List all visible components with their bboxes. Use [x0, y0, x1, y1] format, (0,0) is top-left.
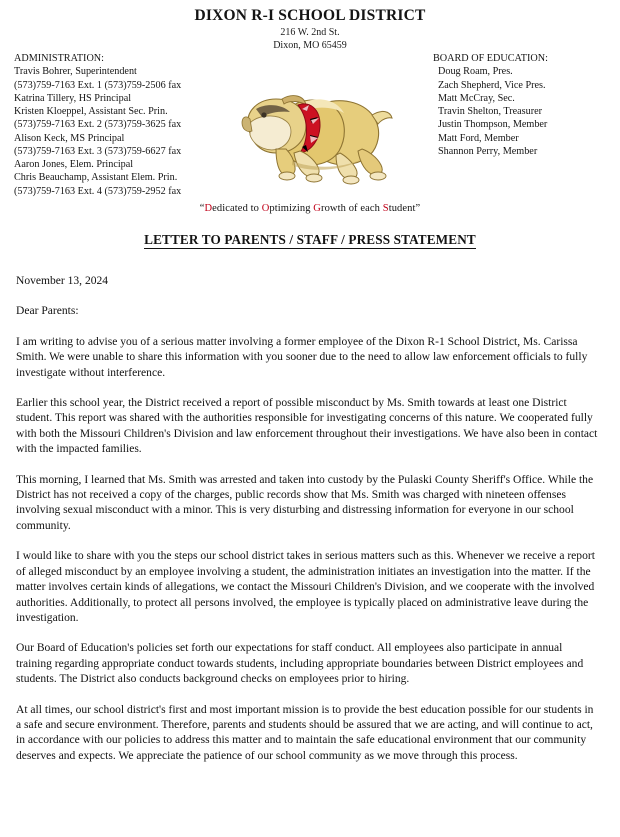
letter-paragraph: Earlier this school year, the District received a report of possible misconduct by Ms. Smith towards at least one District student. This report was shared with the authorities responsible for investigating concerns of this nature. We cooperated fully with both the Missouri Children's Division and law enforcement throughout their investigations. We have also been in contact with the impacted families.	[16, 397, 598, 456]
administration-line: (573)759-7163 Ext. 1 (573)759-2506 fax	[14, 79, 182, 91]
tagline-segment: ptimizing	[269, 203, 314, 214]
board-member-line: Matt McCray, Sec.	[438, 92, 515, 104]
document-heading	[0, 232, 620, 248]
board-member-line: Shannon Perry, Member	[438, 145, 538, 157]
tagline-segment: rowth of each	[320, 203, 383, 214]
district-address	[0, 27, 620, 53]
administration-line: (573)759-7163 Ext. 4 (573)759-2952 fax	[14, 185, 182, 197]
district-title: DIXON R-I SCHOOL DISTRICT	[194, 7, 426, 24]
administration-line: Aaron Jones, Elem. Principal	[14, 159, 134, 170]
address-city-state-zip: Dixon, MO 65459	[273, 39, 347, 51]
administration-line: Kristen Kloeppel, Assistant Sec. Prin.	[14, 106, 168, 117]
letterhead	[0, 7, 620, 197]
board-member-line: Travin Shelton, Treasurer	[438, 106, 543, 117]
board-member-line: Doug Roam, Pres.	[438, 66, 513, 78]
document-heading-text: LETTER TO PARENTS / STAFF / PRESS STATEMENT	[144, 232, 476, 247]
tagline-segment: O	[261, 203, 270, 214]
letter-paragraph: Our Board of Education's policies set forth our expectations for staff conduct. All employees also participate in annual training regarding appropriate conduct towards students, including appropriate boundaries between District employees and students. The District also conducts background checks on employees prior to hiring.	[16, 642, 584, 686]
tagline-segment: edicated to	[212, 203, 262, 214]
administration-line: (573)759-7163 Ext. 3 (573)759-6627 fax	[14, 145, 182, 157]
administration-line: Travis Bohrer, Superintendent	[14, 66, 137, 78]
tagline-close-quote: ”	[415, 203, 421, 214]
board-of-education-heading: BOARD OF EDUCATION:	[433, 53, 548, 64]
letter-salutation: Dear Parents:	[16, 305, 79, 318]
tagline-open-quote: “	[199, 203, 205, 214]
administration-heading: ADMINISTRATION:	[14, 53, 104, 64]
letter-date: November 13, 2024	[16, 275, 109, 287]
administration-line: Chris Beauchamp, Assistant Elem. Prin.	[14, 172, 178, 184]
board-member-line: Zach Shepherd, Vice Pres.	[438, 79, 546, 91]
address-street: 216 W. 2nd St.	[280, 27, 340, 39]
board-of-education-column	[433, 52, 608, 158]
administration-line: (573)759-7163 Ext. 2 (573)759-3625 fax	[14, 119, 182, 131]
district-tagline	[0, 203, 620, 214]
board-member-line: Matt Ford, Member	[438, 132, 519, 144]
administration-line: Katrina Tillery, HS Principal	[14, 92, 132, 104]
board-member-line: Justin Thompson, Member	[438, 119, 548, 131]
tagline-segment: D	[204, 203, 213, 214]
letter-paragraph: I am writing to advise you of a serious matter involving a former employee of the Dixon R-1 School District, Ms. Carissa Smith. We were unable to share this information with you sooner due to the need to allow law enforcement officials to fully investigate without interference.	[16, 335, 588, 379]
administration-line: Alison Keck, MS Principal	[14, 132, 125, 144]
letter-paragraph: This morning, I learned that Ms. Smith was arrested and taken into custody by the Pulaski County Sheriff's Office. While the District has not received a copy of the charges, public records show that Ms. Smith was charged with nineteen offenses involving sexual misconduct with a minor. This is very disturbing and distressing information for everyone in our school community.	[16, 473, 594, 532]
bulldog-mascot-icon	[232, 75, 397, 193]
letter-body	[0, 248, 620, 764]
administration-column	[14, 52, 244, 198]
tagline-segment: G	[313, 203, 321, 214]
letter-paragraph: I would like to share with you the steps our school district takes in serious matters such as this. Whenever we receive a report of alleged misconduct by an employee involving a student, the administration initiates an investigation into the matter. If the matter involves certain kinds of allegations, we contact the Missouri Children's Division, and we cooperate with the involved authorities. Additionally, to protect all persons involved, the employee is typically placed on administrative leave during the investigation.	[16, 550, 595, 624]
letter-paragraph: At all times, our school district's first and most important mission is to provide the best education possible for our students in a safe and secure environment. Therefore, parents and students should be assured that we are acting, and will continue to act, in accordance with our policies to address this matter and to maintain the safe educational environment that our community deserves and expects. We appreciate the patience of our school community as we move through this process.	[16, 703, 594, 762]
tagline-segment: S	[382, 203, 389, 214]
tagline-segment: tudent	[388, 203, 416, 214]
